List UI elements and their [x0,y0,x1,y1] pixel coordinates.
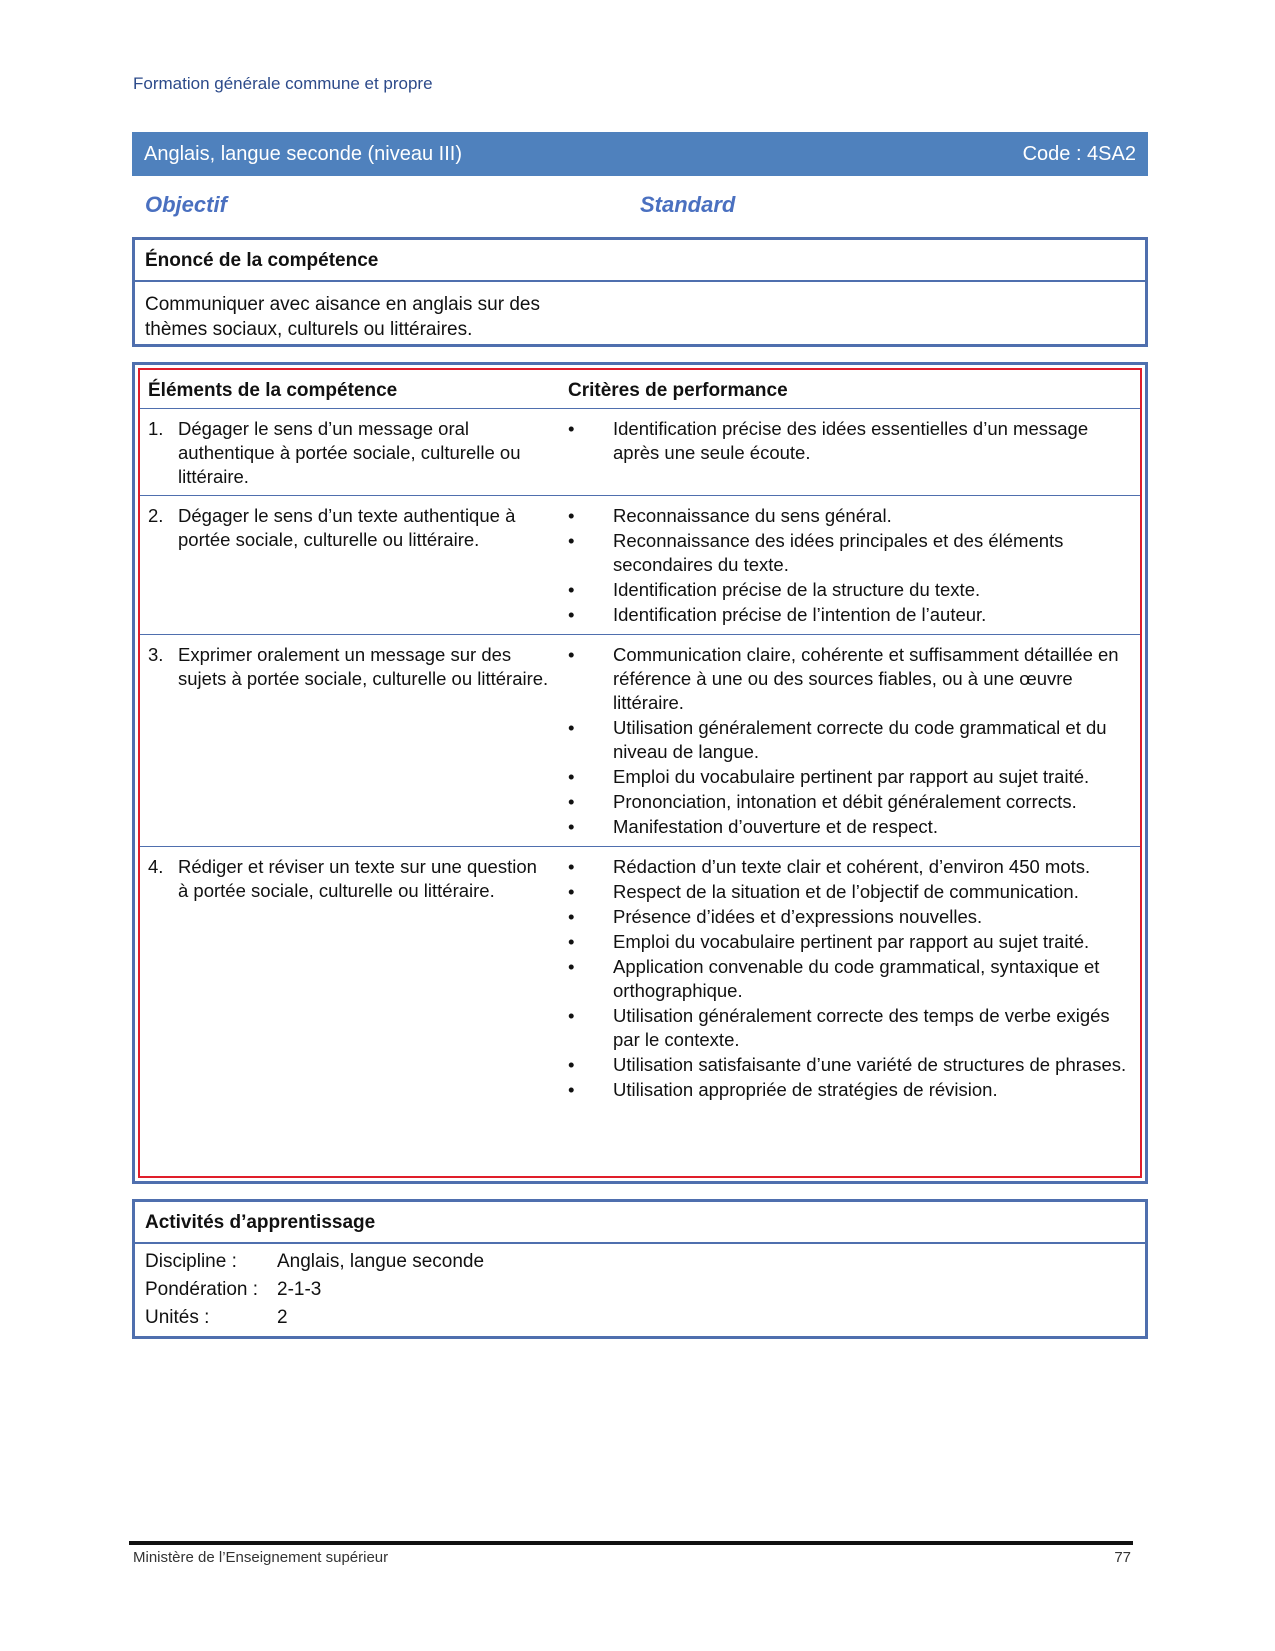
element-text: Exprimer oralement un message sur des sujets à portée sociale, culturelle ou littéraire. [178,644,549,689]
criterion-text: Utilisation généralement correcte des temps de verbe exigés par le contexte. [613,1005,1110,1050]
criterion-text: Rédaction d’un texte clair et cohérent, d’environ 450 mots. [613,856,1091,877]
discipline-row [145,1248,1135,1276]
page-number: 77 [1114,1549,1131,1566]
bullet-icon: • [568,1079,575,1100]
bullet-icon: • [568,418,575,439]
bullet-icon: • [568,856,575,877]
criterion-item [568,765,1132,789]
criteria-section [140,496,1140,635]
criterion-text: Présence d’idées et d’expressions nouvelles. [613,906,983,927]
bullet-icon: • [568,505,575,526]
criterion-text: Emploi du vocabulaire pertinent par rapport au sujet traité. [613,931,1090,952]
bullet-icon: • [568,931,575,952]
criterion-item [568,417,1132,465]
criterion-item [568,905,1132,929]
activities-box [132,1199,1148,1339]
criterion-text: Manifestation d’ouverture et de respect. [613,816,938,837]
criteria-cell [560,409,1140,496]
criterion-item [568,643,1132,715]
criteria-frame [138,368,1142,1178]
criterion-item [568,930,1132,954]
criterion-item [568,1053,1132,1077]
unites-value: 2 [277,1307,288,1328]
element-cell [140,496,560,635]
section-label: Formation générale commune et propre [133,74,433,93]
criteria-cell [560,635,1140,847]
objective-label: Objectif [145,192,227,217]
course-banner [132,132,1148,176]
criterion-item [568,603,1132,627]
criterion-text: Identification précise des idées essentielles d’un message après une seule écoute. [613,418,1089,463]
criterion-text: Identification précise de l’intention de l’auteur. [613,604,987,625]
criterion-item [568,955,1132,1003]
bullet-icon: • [568,1005,575,1026]
criteria-list [568,643,1132,839]
criterion-text: Prononciation, intonation et débit généralement corrects. [613,791,1077,812]
criterion-item [568,815,1132,839]
bullet-icon: • [568,906,575,927]
ponderation-label: Pondération : [145,1279,259,1300]
criterion-text: Application convenable du code grammatical, syntaxique et orthographique. [613,956,1100,1001]
unites-label: Unités : [145,1307,210,1328]
element-number: 1. [148,418,164,439]
criterion-item [568,790,1132,814]
ponderation-value: 2-1-3 [277,1279,322,1300]
element-text: Dégager le sens d’un message oral authentique à portée sociale, culturelle ou littéraire. [178,418,521,487]
criterion-item [568,578,1132,602]
criterion-text: Reconnaissance du sens général. [613,505,892,526]
criterion-text: Emploi du vocabulaire pertinent par rapport au sujet traité. [613,766,1090,787]
criteria-table [140,370,1140,1109]
bullet-icon: • [568,530,575,551]
criterion-text: Identification précise de la structure du texte. [613,579,981,600]
element-cell [140,847,560,1110]
element-text: Dégager le sens d’un texte authentique à portée sociale, culturelle ou littéraire. [178,505,516,550]
bullet-icon: • [568,717,575,738]
criteria-cell [560,847,1140,1110]
criterion-text: Communication claire, cohérente et suffisamment détaillée en référence à une ou des sources fiables, ou à une œuvre littéraire. [613,644,1119,713]
bullet-icon: • [568,766,575,787]
criterion-text: Utilisation appropriée de stratégies de révision. [613,1079,998,1100]
criteria-cell [560,496,1140,635]
element-number: 4. [148,856,164,877]
element-text: Rédiger et réviser un texte sur une question à portée sociale, culturelle ou littéraire. [178,856,537,901]
criterion-item [568,1004,1132,1052]
criteria-section [140,409,1140,496]
criteria-list [568,504,1132,627]
bullet-icon: • [568,791,575,812]
criteria-list [568,855,1132,1102]
criterion-item [568,855,1132,879]
criterion-text: Utilisation satisfaisante d’une variété de structures de phrases. [613,1054,1127,1075]
course-title: Anglais, langue seconde (niveau III) [144,142,462,165]
criterion-item [568,1078,1132,1102]
bullet-icon: • [568,604,575,625]
enonce-heading: Énoncé de la compétence [135,240,1145,282]
footer-rule [129,1541,1133,1545]
bullet-icon: • [568,579,575,600]
elements-header: Éléments de la compétence [140,370,560,409]
bullet-icon: • [568,881,575,902]
footer [133,1549,1131,1566]
standard-label: Standard [640,192,736,217]
footer-ministry: Ministère de l’Enseignement supérieur [133,1549,389,1566]
unites-row [145,1304,1135,1332]
bullet-icon: • [568,816,575,837]
bullet-icon: • [568,956,575,977]
criterion-text: Utilisation généralement correcte du code grammatical et du niveau de langue. [613,717,1107,762]
activities-heading: Activités d’apprentissage [135,1202,1145,1244]
criteria-section [140,635,1140,847]
discipline-value: Anglais, langue seconde [277,1251,485,1272]
criteria-header: Critères de performance [560,370,1140,409]
criteria-section [140,847,1140,1110]
element-cell [140,409,560,496]
element-number: 2. [148,505,164,526]
criteria-box [132,362,1148,1184]
enonce-box [132,237,1148,347]
element-cell [140,635,560,847]
criterion-item [568,504,1132,528]
criterion-text: Respect de la situation et de l’objectif de communication. [613,881,1079,902]
bullet-icon: • [568,644,575,665]
criterion-text: Reconnaissance des idées principales et des éléments secondaires du texte. [613,530,1064,575]
discipline-label: Discipline : [145,1251,237,1272]
enonce-text: Communiquer avec aisance en anglais sur des thèmes sociaux, culturels ou littéraires. [145,294,540,340]
criteria-list [568,417,1132,465]
criterion-item [568,880,1132,904]
criterion-item [568,716,1132,764]
ponderation-row [145,1276,1135,1304]
element-number: 3. [148,644,164,665]
criterion-item [568,529,1132,577]
course-code: Code : 4SA2 [1022,142,1136,165]
bullet-icon: • [568,1054,575,1075]
